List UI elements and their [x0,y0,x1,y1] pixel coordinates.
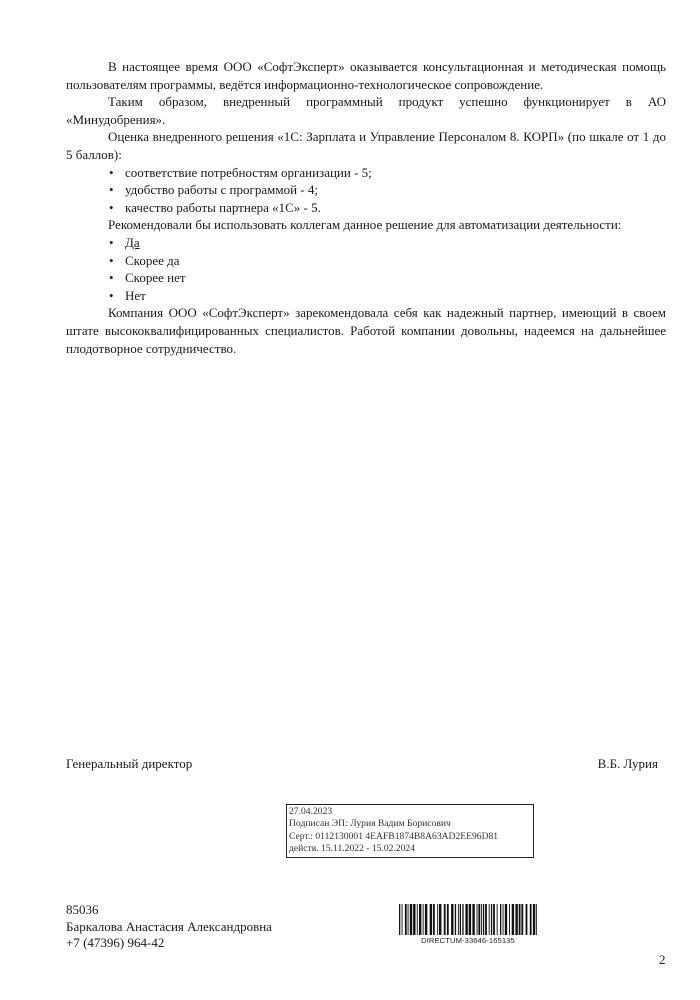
letter-body [66,58,666,357]
recommend-options-list [66,234,666,304]
page-number: 2 [659,952,666,967]
paragraph-support: В настоящее время ООО «СофтЭксперт» оказывается консультационная и методическая помощь пользователям программы, ведётся информационно-технологическое сопровождение. [66,59,666,92]
stamp-certificate: Серт.: 0112130001 4EAFB1874B8A63AD2EE96D81 [289,830,499,842]
executor-name: Баркалова Анастасия Александровна [66,918,272,934]
paragraph-result: Таким образом, внедренный программный продукт успешно функционирует в АО «Минудобрения». [66,94,666,127]
executor-code: 85036 [66,902,99,917]
paragraph-rating-intro: Оценка внедренного решения «1С: Зарплата и Управление Персоналом 8. КОРП» (по шкале от 1 до 5 баллов): [66,129,666,162]
rating-item: • удобство работы с программой - 4; [66,181,666,199]
electronic-signature-stamp [286,804,534,858]
recommend-option: • Скорее да [66,252,666,270]
recommend-option: • Нет [66,287,666,305]
stamp-signed-by: Подписан ЭП: Лурия Вадим Борисович [289,818,451,830]
stamp-date: 27.04.2023 [289,806,333,817]
recommend-option: • Скорее нет [66,269,666,287]
barcode-block [399,904,537,948]
stamp-validity: действ. 15.11.2022 - 15.02.2024 [289,843,416,855]
paragraph-conclusion: Компания ООО «СофтЭксперт» зарекомендовала себя как надежный партнер, имеющий в своем штате высококвалифицированных специалистов. Работой компании довольны, надеемся на дальнейшее плодотворное сотрудничество. [66,305,666,356]
rating-item: • соответствие потребностям организации - 5; [66,164,666,182]
paragraph-recommend-question: Рекомендовали бы использовать коллегам данное решение для автоматизации деятельности: [108,217,622,233]
rating-item: • качество работы партнера «1С» - 5. [66,199,666,217]
executor-contact [66,902,272,952]
signer-position: Генеральный директор [66,756,193,771]
executor-phone: +7 (47396) 964-42 [66,935,165,950]
barcode-label: DIRECTUM-33646-165135 [421,936,515,945]
recommend-option-selected [66,234,666,252]
signer-name: В.Б. Лурия [597,756,658,771]
rating-list [66,164,666,217]
barcode-image [399,904,537,935]
recommend-option-label: Да [125,234,140,250]
